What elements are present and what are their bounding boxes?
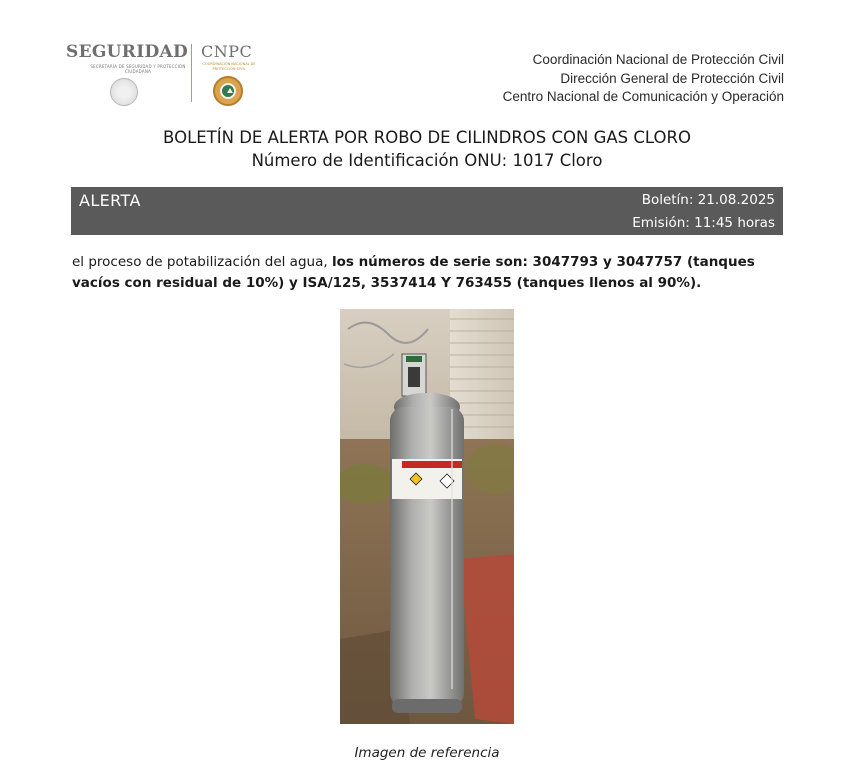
agency-line: Coordinación Nacional de Protección Civil: [532, 52, 784, 67]
seguridad-logo-word: SEGURIDAD: [66, 42, 189, 62]
body-bold-text: los números de serie son: 3047793 y 3047757 (tanques vacíos con residual de 10%) y ISA/125, 3537414 Y 763455 (tanques llenos al 90%).: [72, 254, 755, 291]
national-seal-icon: [110, 78, 138, 106]
title-line-2: Número de Identificación ONU: 1017 Cloro: [251, 151, 603, 170]
logo-divider: [191, 44, 192, 102]
photo-caption: Imagen de referencia: [354, 745, 500, 761]
bulletin-title: [0, 126, 854, 172]
body-paragraph: [72, 252, 786, 294]
title-line-1: BOLETÍN DE ALERTA POR ROBO DE CILINDROS CON GAS CLORO: [163, 128, 691, 147]
alert-meta: [632, 189, 775, 235]
agency-line: Centro Nacional de Comunicación y Operación: [502, 89, 784, 104]
cnpc-emblem-icon: [213, 76, 243, 106]
cnpc-logo-word: CNPC: [201, 42, 253, 61]
body-plain-text: el proceso de potabilización del agua,: [72, 254, 332, 270]
agency-block: [503, 51, 784, 107]
logo-group: [64, 42, 264, 108]
emission-time: Emisión: 11:45 horas: [632, 215, 775, 231]
alert-label: ALERTA: [79, 191, 141, 210]
agency-line: Dirección General de Protección Civil: [560, 70, 784, 86]
cylinder-photo: [340, 309, 514, 724]
bulletin-date: Boletín: 21.08.2025: [641, 192, 775, 208]
seguridad-logo-subtitle: SECRETARÍA DE SEGURIDAD Y PROTECCIÓN CIUDADANA: [90, 64, 186, 74]
cnpc-logo-subtitle: COORDINACIÓN NACIONAL DE PROTECCIÓN CIVIL: [202, 62, 256, 71]
alert-bar: [71, 187, 783, 235]
cylinder-photo-illustration: [340, 309, 514, 724]
